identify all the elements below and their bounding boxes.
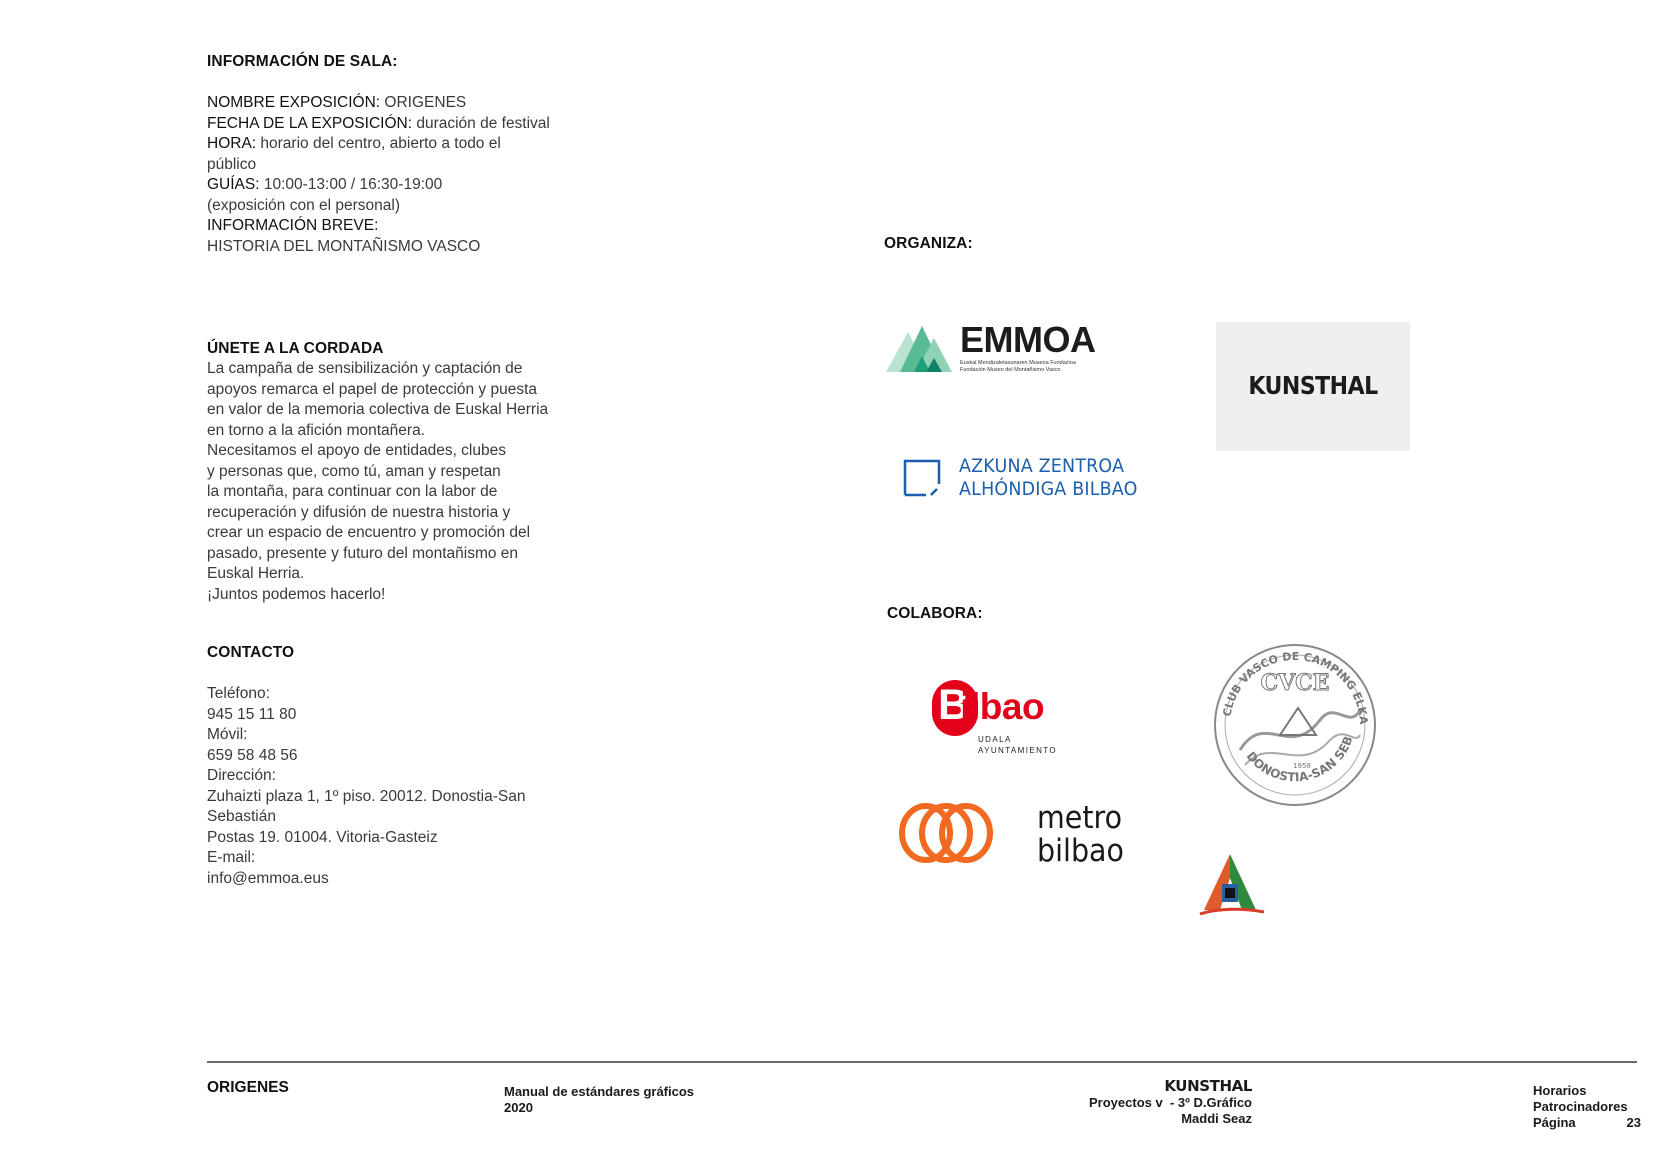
footer-rule [207,1061,1637,1063]
footer-page [1533,1115,1641,1131]
cordada-line: la montaña, para continuar con la labor de [207,483,498,500]
cordada-line: La campaña de sensibilización y captación de [207,360,523,377]
azkuna-square-icon [902,458,942,498]
footer-author: Maddi Seaz [1181,1111,1252,1126]
cvce-seal-logo [1210,640,1380,810]
footer-nav [1533,1083,1641,1131]
kunsthal-wordmark: KUNSTHAL [1248,372,1378,401]
azkuna-wordmark: AZKUNA ZENTROA ALHÓNDIGA BILBAO [959,455,1138,500]
contacto-line: Dirección: [207,767,276,784]
contacto-mobile[interactable]: 659 58 48 56 [207,746,298,764]
sala-line: INFORMACIÓN BREVE: [207,217,379,234]
sala-line: GUÍAS: 10:00-13:00 / 16:30-19:00 [207,176,443,193]
cordada-heading: ÚNETE A LA CORDADA [207,340,384,357]
colabora-heading: COLABORA: [887,605,983,622]
cvce-seal-graphic [1210,640,1380,810]
cordada-line: Necesitamos el apoyo de entidades, clubes [207,442,506,459]
footer-page-label: Página [1533,1115,1576,1130]
contacto-line: E-mail: [207,849,256,866]
bilbao-b-letter: B [938,681,970,729]
sala-line: HISTORIA DEL MONTAÑISMO VASCO [207,237,481,255]
metro-wordmark: metro bilbao [1037,800,1124,869]
cordada-text [207,359,548,605]
kunsthal-logo [1216,322,1410,451]
footer-manual: Manual de estándares gráficos 2020 [504,1084,695,1115]
sala-heading: INFORMACIÓN DE SALA: [207,53,398,70]
metro-rings-icon [898,800,994,866]
contacto-address: Postas 19. 01004. Vitoria-Gasteiz [207,828,438,846]
contacto-phone[interactable]: 945 15 11 80 [207,705,297,723]
emmoa-name: EMMOA [960,319,1096,360]
sala-info [207,93,550,257]
footer-page-number: 23 [1626,1115,1641,1130]
footer-proyectos: Proyectos v - 3º D.Gráfico [1089,1095,1252,1110]
contacto-address: Zuhaizti plaza 1, 1º piso. 20012. Donostia-San [207,787,526,805]
cordada-line: y personas que, como tú, aman y respetan [207,462,501,480]
cordada-line: ¡Juntos podemos hacerlo! [207,585,386,603]
organiza-heading: ORGANIZA: [884,235,973,252]
contacto-address: Sebastián [207,808,276,825]
contacto-email-link[interactable]: info@emmoa.eus [207,869,329,887]
footer-title: ORIGENES [207,1079,289,1096]
contacto-line: Móvil: [207,726,248,743]
bilbao-name: ilbao [960,686,1045,727]
sala-line: FECHA DE LA EXPOSICIÓN: duración de festival [207,114,550,132]
contacto-text [207,684,525,889]
cordada-line: recuperación y difusión de nuestra historia y [207,503,511,521]
footer-nav-horarios[interactable]: Horarios [1533,1083,1587,1098]
mountain-triangle-icon [1194,850,1270,920]
sala-line: HORA: horario del centro, abierto a todo el [207,135,501,152]
cvce-monogram: CVCE [1260,670,1330,696]
sala-line: público [207,155,257,173]
cordada-line: crear un espacio de encuentro y promoción del [207,524,531,541]
mountain-club-logo [1194,850,1270,920]
footer-kunsthal: KUNSTHAL [1164,1077,1252,1095]
sala-line: NOMBRE EXPOSICIÓN: ORIGENES [207,94,467,111]
cvce-bottom-text: DONOSTIA-SAN SEB [1243,734,1356,785]
contacto-heading: CONTACTO [207,644,295,661]
bilbao-subtitle: UDALA AYUNTAMIENTO [978,735,1058,755]
footer-credits [1000,1078,1252,1127]
cvce-top-text: CLUB VASCO DE CAMPING ELKA [1220,649,1371,725]
sala-line: (exposición con el personal) [207,196,400,214]
bilbao-logo [932,680,1062,755]
emmoa-mountains-icon [886,322,956,378]
cvce-year: 1958 [1293,762,1311,770]
cordada-line: pasado, presente y futuro del montañismo en [207,544,519,562]
azkuna-logo [902,455,1142,505]
cordada-line: en torno a la afición montañera. [207,421,425,439]
metro-bilbao-logo [898,800,1138,870]
emmoa-logo [886,318,1106,378]
contacto-line: Teléfono: [207,685,270,702]
footer-nav-patrocinadores[interactable]: Patrocinadores [1533,1099,1628,1114]
emmoa-subtitle: Euskal Mendizaletasunaren Museoa Fundazioa Fundación Museo del Montañismo Vasco [960,360,1076,373]
cordada-line: apoyos remarca el papel de protección y puesta [207,380,538,398]
cordada-line: Euskal Herria. [207,565,305,582]
cordada-line: en valor de la memoria colectiva de Euskal Herria [207,401,549,418]
